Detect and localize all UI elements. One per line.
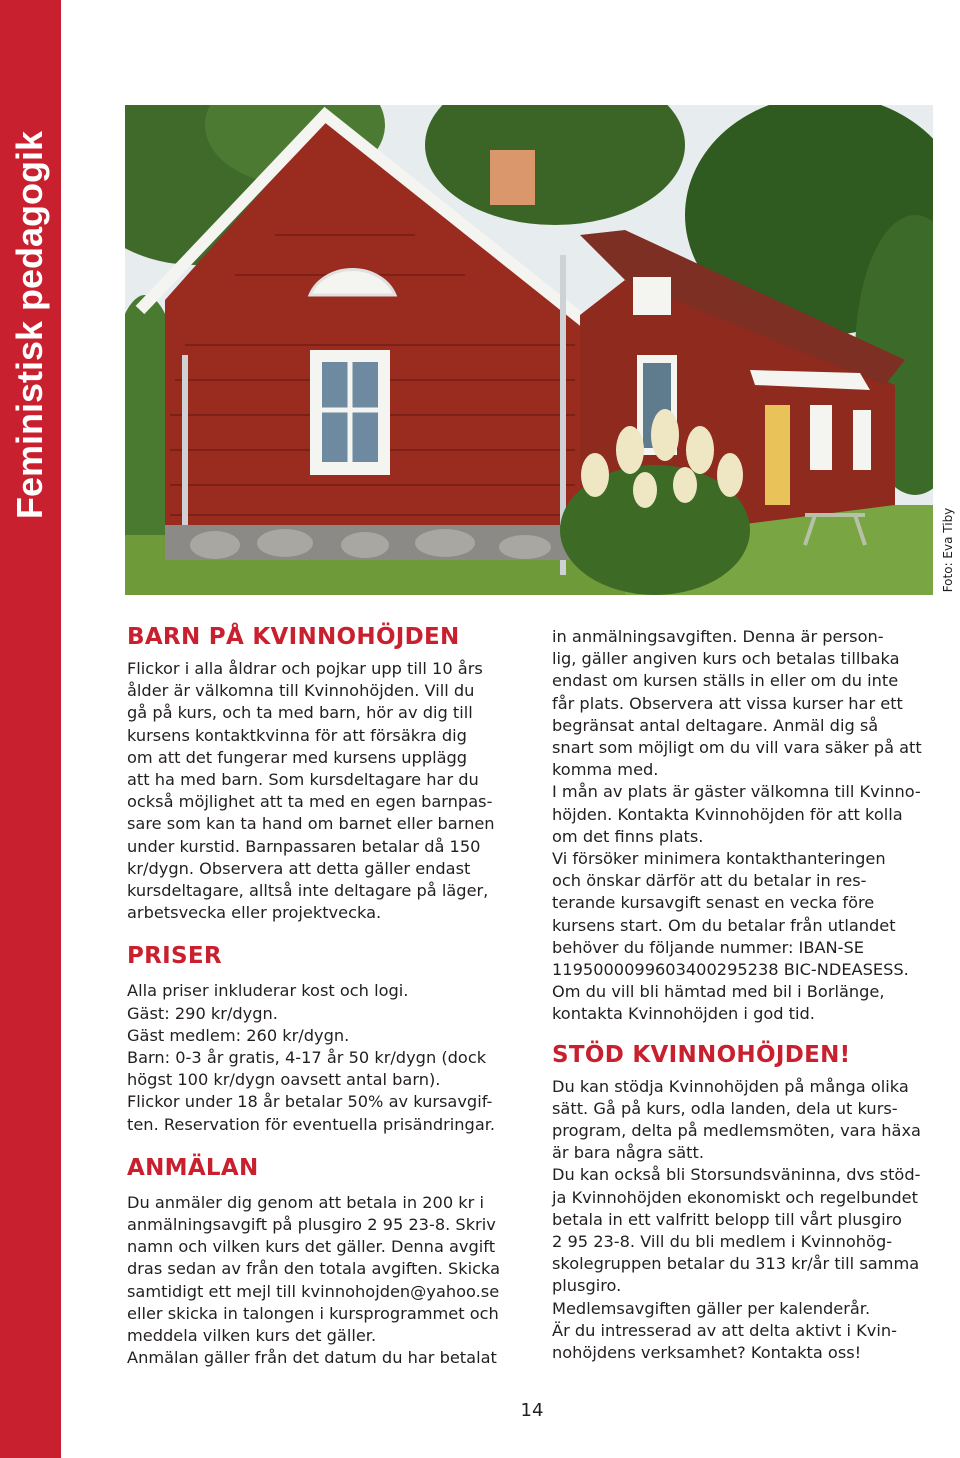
- paragraph-line: 1195000099603400295238 BIC-NDEASESS.: [552, 960, 909, 980]
- paragraph-line: behöver du följande nummer: IBAN-SE: [552, 937, 864, 957]
- paragraph-line: Du kan också bli Storsundsväninna, dvs stöd-: [552, 1165, 921, 1185]
- paragraph-line: Flickor i alla åldrar och pojkar upp till 10 års: [127, 659, 483, 678]
- house-photo: [125, 105, 933, 595]
- paragraph-line: anmälningsavgift på plusgiro 2 95 23-8. Skriv: [127, 1215, 496, 1235]
- paragraph-line: kursens start. Om du betalar från utlandet: [552, 915, 896, 935]
- heading-stod: STÖD KVINNOHÖJDEN!: [552, 1041, 851, 1068]
- right-column: [552, 626, 942, 1364]
- paragraph-line: snart som möjligt om du vill vara säker på att: [552, 738, 922, 758]
- paragraph-line: gå på kurs, och ta med barn, hör av dig till: [127, 703, 473, 723]
- paragraph-line: betala in ett valfritt belopp till vårt plusgiro: [552, 1209, 902, 1229]
- paragraph-line: ja Kvinnohöjden ekonomiskt och regelbundet: [552, 1187, 918, 1207]
- paragraph-line: endast om kursen ställs in eller om du inte: [552, 671, 899, 691]
- heading-priser: PRISER: [127, 943, 222, 970]
- paragraph-line: ten. Reservation för eventuella prisändringar.: [127, 1114, 496, 1134]
- paragraph-line: höjden. Kontakta Kvinnohöjden för att kolla: [552, 804, 903, 824]
- section-title: Feministisk pedagogik: [9, 130, 50, 520]
- paragraph-line: Alla priser inkluderar kost och logi.: [127, 981, 409, 1001]
- heading-anmalan: ANMÄLAN: [127, 1154, 259, 1181]
- paragraph-line: ålder är välkomna till Kvinnohöjden. Vill du: [127, 681, 475, 701]
- paragraph-line: arbetsvecka eller projektvecka.: [127, 903, 382, 923]
- paragraph-line: kr/dygn. Observera att detta gäller endast: [127, 858, 471, 878]
- paragraph-line: namn och vilken kurs det gäller. Denna avgift: [127, 1237, 496, 1257]
- page-number: 14: [520, 1400, 544, 1421]
- paragraph-line: plusgiro.: [552, 1276, 622, 1296]
- paragraph-line: Gäst: 290 kr/dygn.: [127, 1003, 278, 1023]
- paragraph-line: får plats. Observera att vissa kurser har ett: [552, 693, 903, 713]
- heading-barn: BARN PÅ KVINNOHÖJDEN: [127, 624, 460, 650]
- paragraph-line: att ha med barn. Som kursdeltagare har du: [127, 770, 479, 790]
- paragraph-line: nohöjdens verksamhet? Kontakta oss!: [552, 1343, 862, 1363]
- paragraph-line: sare som kan ta hand om barnet eller barnen: [127, 814, 495, 834]
- paragraph-line: samtidigt ett mejl till kvinnohojden@yahoo.se: [127, 1281, 500, 1301]
- left-column: [127, 622, 517, 1369]
- photo-credit: Foto: Eva Tiby: [941, 507, 955, 593]
- paragraph-line: Vi försöker minimera kontakthanteringen: [552, 849, 886, 869]
- paragraph-line: under kurstid. Barnpassaren betalar då 150: [127, 836, 481, 856]
- paragraph-line: Om du vill bli hämtad med bil i Borlänge,: [552, 982, 885, 1002]
- paragraph-line: är bara några sätt.: [552, 1143, 705, 1163]
- paragraph-line: eller skicka in talongen i kursprogrammet och: [127, 1303, 499, 1323]
- paragraph-line: kontakta Kvinnohöjden i god tid.: [552, 1004, 815, 1024]
- paragraph-line: Barn: 0-3 år gratis, 4-17 år 50 kr/dygn (dock: [127, 1048, 487, 1068]
- paragraph-line: Anmälan gäller från det datum du har betalat: [127, 1348, 497, 1368]
- paragraph-line: om det finns plats.: [552, 826, 704, 846]
- paragraph-line: meddela vilken kurs det gäller.: [127, 1326, 377, 1346]
- paragraph-line: Du anmäler dig genom att betala in 200 kr i: [127, 1192, 484, 1212]
- paragraph-line: och önskar därför att du betalar in res-: [552, 871, 867, 891]
- paragraph-line: skolegruppen betalar du 313 kr/år till samma: [552, 1254, 920, 1274]
- paragraph-line: också möjlighet att ta med en egen barnpas-: [127, 792, 493, 812]
- paragraph-line: I mån av plats är gäster välkomna till Kvinno-: [552, 782, 921, 802]
- paragraph-line: Medlemsavgiften gäller per kalenderår.: [552, 1298, 871, 1318]
- paragraph-line: högst 100 kr/dygn oavsett antal barn).: [127, 1070, 441, 1090]
- paragraph-line: lig, gäller angiven kurs och betalas tillbaka: [552, 649, 900, 669]
- paragraph-line: Flickor under 18 år betalar 50% av kursavgif-: [127, 1092, 493, 1112]
- paragraph-line: begränsat antal deltagare. Anmäl dig så: [552, 715, 879, 735]
- paragraph-line: sätt. Gå på kurs, odla landen, dela ut kurs-: [552, 1098, 898, 1118]
- paragraph-line: kursdeltagare, alltså inte deltagare på läger,: [127, 881, 489, 901]
- paragraph-line: dras sedan av från den totala avgiften. Skicka: [127, 1259, 501, 1279]
- paragraph-line: Är du intresserad av att delta aktivt i Kvin-: [552, 1320, 897, 1340]
- paragraph-line: om att det fungerar med kursens upplägg: [127, 747, 468, 767]
- paragraph-line: Du kan stödja Kvinnohöjden på många olika: [552, 1076, 909, 1096]
- paragraph-line: 2 95 23-8. Vill du bli medlem i Kvinnohög-: [552, 1232, 893, 1252]
- paragraph-line: kursens kontaktkvinna för att försäkra dig: [127, 725, 467, 745]
- paragraph-line: program, delta på medlemsmöten, vara häxa: [552, 1121, 921, 1141]
- paragraph-line: Gäst medlem: 260 kr/dygn.: [127, 1025, 350, 1045]
- paragraph-line: komma med.: [552, 760, 659, 780]
- paragraph-line: in anmälningsavgiften. Denna är person-: [552, 627, 884, 646]
- paragraph-line: terande kursavgift senast en vecka före: [552, 893, 875, 913]
